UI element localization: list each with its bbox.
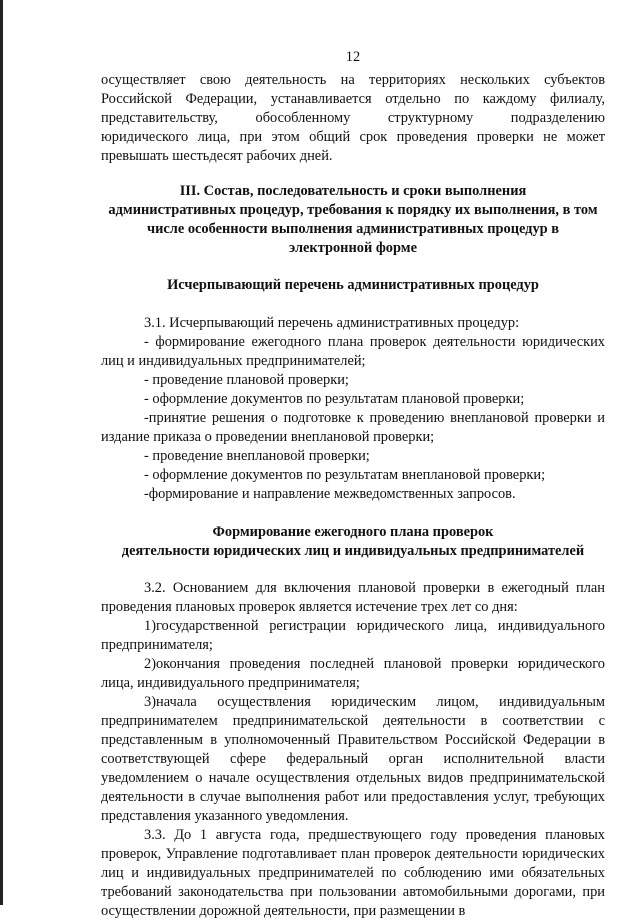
procedures-list [101, 314, 605, 504]
intro-line: представительству, обособленному структурному подразделению [101, 110, 605, 126]
section-heading-line: административных процедур, требования к порядку их выполнения, в том [108, 202, 598, 218]
list-item: -формирование и направление межведомственных запросов. [144, 486, 516, 502]
document-page [101, 48, 605, 921]
page-left-edge [0, 0, 3, 905]
paragraph-3-2-item: 2)окончания проведения последней плановой проверки юридического лица, индивидуального предпринимателя; [101, 656, 605, 691]
section-heading-line: электронной форме [289, 240, 417, 256]
section-heading-line: числе особенности выполнения административных процедур в [146, 221, 560, 237]
list-item: - проведение внеплановой проверки; [144, 448, 370, 464]
intro-line: юридического лица, при этом общий срок проведения проверки не может [101, 129, 605, 145]
intro-line: превышать шестьдесят рабочих дней. [101, 148, 333, 164]
list-intro: 3.1. Исчерпывающий перечень административных процедур: [144, 315, 520, 331]
list-item: -принятие решения о подготовке к проведению внеплановой проверки и издание приказа о проведении внеплановой проверки; [101, 410, 605, 445]
intro-line: Российской Федерации, устанавливается отдельно по каждому филиалу, [101, 91, 605, 107]
paragraph-3-2: 3.2. Основанием для включения плановой проверки в ежегодный план проведения плановых проверок является истечение трех лет со дня: [101, 580, 605, 615]
list-item: - оформление документов по результатам внеплановой проверки; [144, 467, 546, 483]
subheading-line: Формирование ежегодного плана проверок [212, 524, 494, 540]
intro-line: осуществляет свою деятельность на территориях нескольких субъектов [101, 72, 605, 88]
list-item: - проведение плановой проверки; [144, 372, 349, 388]
page-number: 12 [345, 49, 361, 65]
paragraph-3-2-item: 3)начала осуществления юридическим лицом, индивидуальным предпринимателем предпринимательской деятельности в соответствии с представленным в уполномоченный Правительством Российской Федерации в соответствующей сфере федеральный орган исполнительной власти уведомлением о начале осуществления отдельных видов предпринимательской деятельности в случае выполнения работ или предоставления услуг, требующих представления указанного уведомления. [101, 694, 605, 824]
subheading-annual-plan [101, 523, 605, 561]
section-heading [101, 182, 605, 258]
paragraph-3-2-item: 1)государственной регистрации юридического лица, индивидуального предпринимателя; [101, 618, 605, 653]
subheading-line: деятельности юридических лиц и индивидуальных предпринимателей [121, 543, 585, 559]
list-item: - формирование ежегодного плана проверок деятельности юридических лиц и индивидуальных предпринимателей; [101, 334, 605, 369]
subheading-procedures: Исчерпывающий перечень административных процедур [167, 277, 539, 293]
section-heading-line: III. Состав, последовательность и сроки выполнения [179, 183, 527, 199]
list-item: - оформление документов по результатам плановой проверки; [144, 391, 525, 407]
paragraph-3-3: 3.3. До 1 августа года, предшествующего году проведения плановых проверок, Управление подготавливает план проверок деятельности юридических лиц и индивидуальных предпринимателей по соблюдению ими обязательных требований законодательства при пользовании автомобильными дорогами, при осуществлении дорожной деятельности, при размещении в [101, 827, 605, 919]
